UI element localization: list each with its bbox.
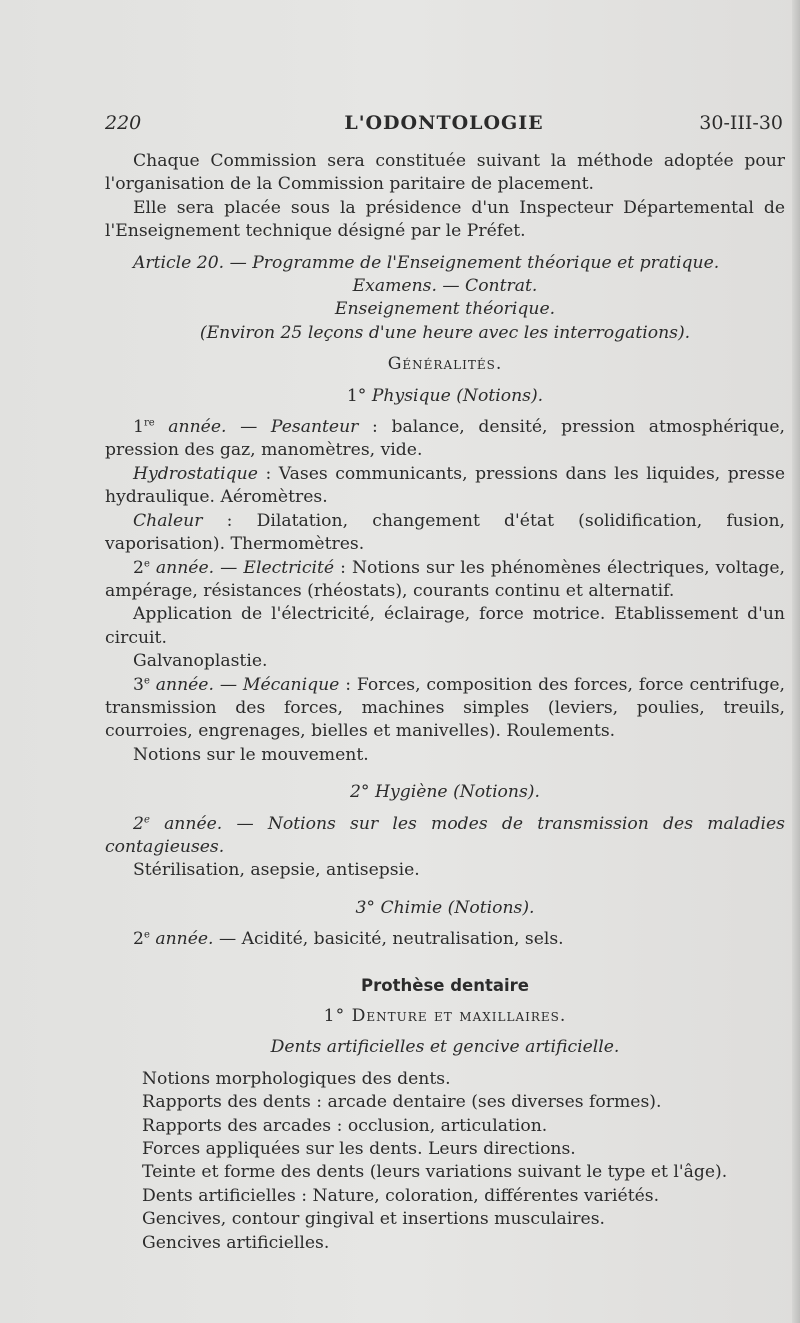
list-item: Teinte et forme des dents (leurs variations suivant le type et l'âge). xyxy=(142,1162,728,1183)
paragraph xyxy=(105,416,785,463)
article-note: (Environ 25 leçons d'une heure avec les interrogations). xyxy=(199,322,691,343)
paragraph: Notions sur le mouvement. xyxy=(133,744,369,765)
paragraph xyxy=(105,674,785,744)
topic-text: : balance, densité, pression atmosphérique, pression des gaz, manomètres, vide. xyxy=(105,417,785,461)
topic-text: — Acidité, basicité, neutralisation, sels. xyxy=(213,929,564,950)
page-body xyxy=(105,150,785,1255)
list-item: Forces appliquées sur les dents. Leurs directions. xyxy=(142,1139,576,1160)
paragraph xyxy=(105,510,785,557)
article-subheading: Examens. — Contrat. xyxy=(352,276,538,297)
subsection-title: Physique (Notions). xyxy=(371,385,544,406)
year-suffix: e xyxy=(143,813,150,825)
subsection-subtitle: Dents artificielles et gencive artificielle. xyxy=(270,1037,620,1058)
section-heading-prothese: Prothèse dentaire xyxy=(361,975,529,995)
paragraph: Chaque Commission sera constituée suivant la méthode adoptée pour l'organisation de la Commission paritaire de placement. xyxy=(105,151,785,195)
paragraph xyxy=(105,463,785,510)
article-heading: Article 20. — Programme de l'Enseignement théorique et pratique. xyxy=(133,252,720,273)
paragraph: Application de l'électricité, éclairage, force motrice. Etablissement d'un circuit. xyxy=(105,604,785,648)
list-item: Rapports des dents : arcade dentaire (ses diverses formes). xyxy=(142,1092,662,1113)
page-edge-shadow xyxy=(792,0,800,1323)
list-item: Rapports des arcades : occlusion, articulation. xyxy=(142,1115,548,1136)
year-suffix: re xyxy=(143,417,155,429)
paragraph xyxy=(105,813,785,860)
journal-title: L'ODONTOLOGIE xyxy=(344,112,544,134)
section-heading: Généralités. xyxy=(387,354,503,375)
topic-text: : Notions sur les phénomènes électriques, voltage, ampérage, résistances (rhéostats), courants continu et alternatif. xyxy=(105,557,785,601)
year-suffix: e xyxy=(143,557,150,569)
topic-title: année. — Mécanique xyxy=(155,674,340,695)
topic-title: année. xyxy=(155,929,214,950)
paragraph xyxy=(105,928,785,951)
list-item: Gencives, contour gingival et insertions musculaires. xyxy=(142,1209,605,1230)
topic-text: : Forces, composition des forces, force centrifuge, transmission des forces, machines simples (leviers, poulies, treuils, courroies, engrenages, bielles et manivelles). Roulements. xyxy=(105,674,785,742)
year-number: 2 xyxy=(133,813,144,834)
paragraph xyxy=(105,557,785,604)
topic-title: année. — Pesanteur xyxy=(168,417,359,438)
paragraph: Elle sera placée sous la présidence d'un Inspecteur Départemental de l'Enseignement technique désigné par le Préfet. xyxy=(105,197,785,242)
list-item: Dents artificielles : Nature, coloration, différentes variétés. xyxy=(142,1185,660,1206)
year-suffix: e xyxy=(143,674,150,686)
paragraph: Galvanoplastie. xyxy=(133,651,268,672)
page-number: 220 xyxy=(105,112,142,134)
year-number: 2 xyxy=(133,557,144,578)
list-item: Gencives artificielles. xyxy=(142,1232,330,1253)
subsection-heading xyxy=(105,385,785,408)
topic-title: Hydrostatique xyxy=(133,463,258,484)
article-subheading: Enseignement théorique. xyxy=(334,299,556,320)
issue-date: 30-III-30 xyxy=(699,112,783,134)
paragraph: Stérilisation, asepsie, antisepsie. xyxy=(133,860,420,881)
running-header xyxy=(105,112,783,142)
subsection-number: 1° xyxy=(346,385,367,406)
year-number: 1 xyxy=(133,417,144,438)
subsection-heading: 2° Hygiène (Notions). xyxy=(350,782,540,803)
year-suffix: e xyxy=(143,929,150,941)
topic-title: année. — Electricité xyxy=(155,557,335,578)
topic-title: Chaleur xyxy=(133,510,203,531)
year-number: 3 xyxy=(133,674,144,695)
topic-text: année. — Notions sur les modes de transmission des maladies contagieuses. xyxy=(105,813,786,857)
subsection-heading: 1° Denture et maxillaires. xyxy=(323,1006,567,1026)
prothese-list xyxy=(105,1068,785,1255)
year-number: 2 xyxy=(133,929,144,950)
subsection-heading: 3° Chimie (Notions). xyxy=(355,897,535,918)
topic-text: : Dilatation, changement d'état (solidification, fusion, vaporisation). Thermomètres. xyxy=(105,510,785,555)
topic-text: : Vases communicants, pressions dans les liquides, presse hydraulique. Aéromètres. xyxy=(105,463,785,508)
list-item: Notions morphologiques des dents. xyxy=(142,1068,451,1089)
